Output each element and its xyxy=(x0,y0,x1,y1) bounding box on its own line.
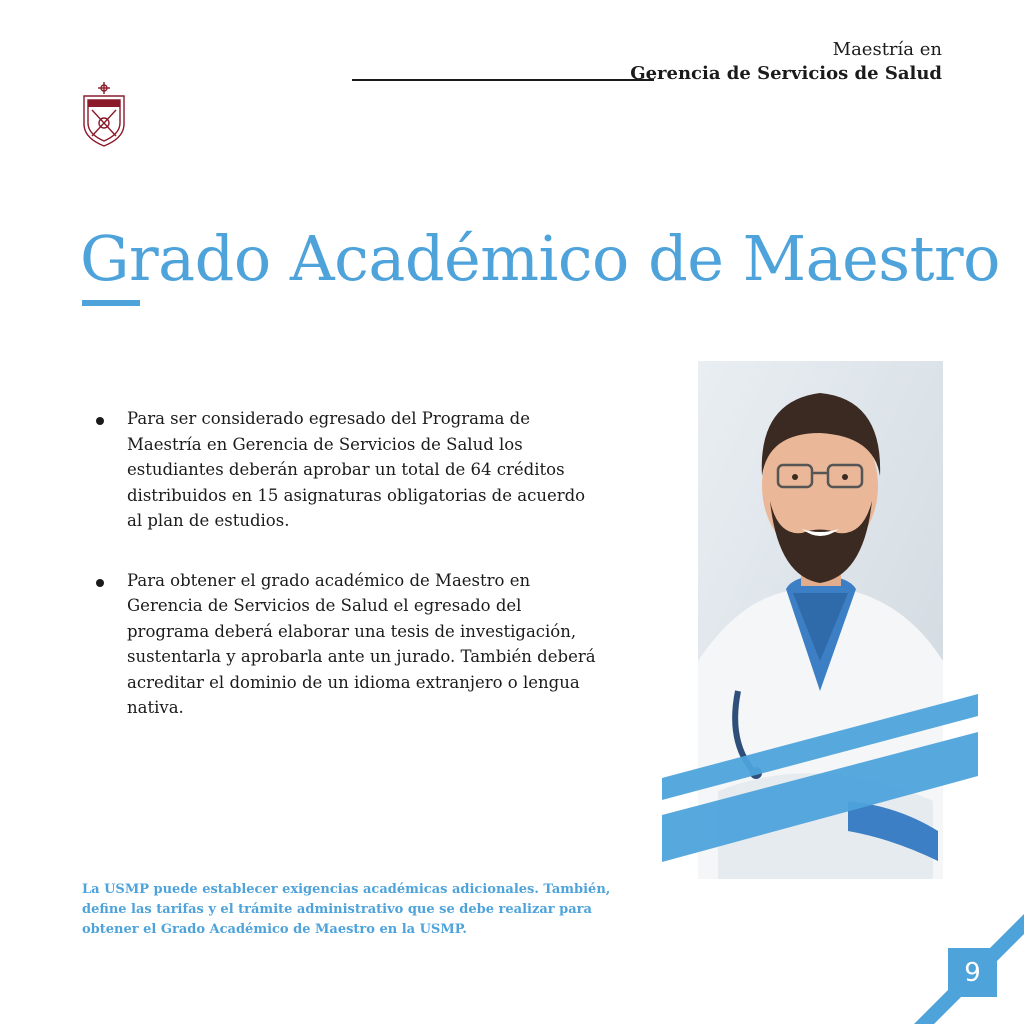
list-item-text: Para ser considerado egresado del Programa de Maestría en Gerencia de Servicios de Salud los estudiantes deberán aprobar un total de 64 créditos distribuidos en 15 asignaturas obligatorias de acuerdo al plan de estudios. xyxy=(127,409,586,530)
program-header xyxy=(630,38,942,86)
title-underline xyxy=(82,300,140,306)
bullet-icon xyxy=(96,417,104,425)
university-crest-icon xyxy=(80,80,128,148)
requirements-list xyxy=(95,406,605,755)
header-line2: Gerencia de Servicios de Salud xyxy=(630,63,942,84)
bullet-icon xyxy=(96,579,104,587)
page-number: 9 xyxy=(948,948,997,997)
header-divider xyxy=(352,79,654,81)
list-item-text: Para obtener el grado académico de Maestro en Gerencia de Servicios de Salud el egresado del programa deberá elaborar una tesis de investigación, sustentarla y aprobarla ante un jurado. También deberá acreditar el dominio de un idioma extranjero o lengua nativa. xyxy=(127,570,596,717)
footer-note: La USMP puede establecer exigencias académicas adicionales. También, define las tarifas y el trámite administrativo que se debe realizar para obtener el Grado Académico de Maestro en la USMP. xyxy=(82,882,611,937)
header-line1: Maestría en xyxy=(832,39,942,60)
list-item xyxy=(95,406,605,534)
list-item xyxy=(95,568,605,721)
page-title: Grado Académico de Maestro xyxy=(80,222,1000,295)
decorative-stripes xyxy=(660,690,980,865)
